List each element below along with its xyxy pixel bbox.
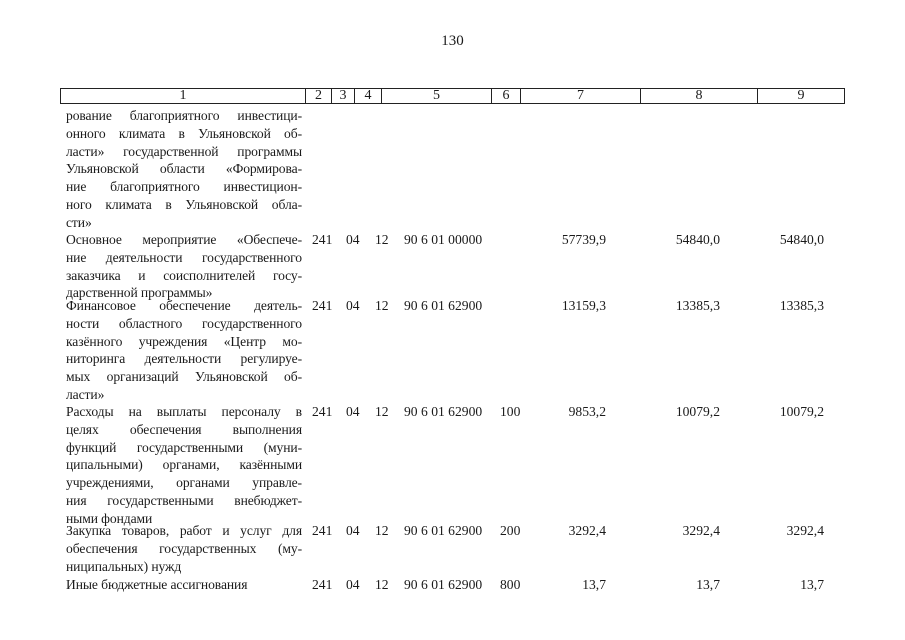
col-7-value: 9853,2 bbox=[568, 404, 606, 419]
col-2-value: 241 bbox=[312, 523, 333, 538]
description-line: Иные бюджетные ассигнования bbox=[66, 577, 248, 592]
description-line: ными фондами bbox=[66, 510, 153, 526]
description-line: сти» bbox=[66, 214, 92, 230]
description-line: ние благоприятного инвестицион- bbox=[66, 179, 302, 195]
description-line: ния государственными внебюджет- bbox=[66, 492, 302, 508]
description-line: Ульяновской области «Формирова- bbox=[66, 161, 302, 177]
header-col-9: 9 bbox=[797, 88, 805, 103]
col-7-value: 57739,9 bbox=[561, 232, 606, 247]
col-4-value: 12 bbox=[375, 232, 389, 247]
row-description bbox=[66, 576, 302, 594]
description-line: Расходы на выплаты персоналу в bbox=[66, 404, 302, 419]
col-3-value: 04 bbox=[346, 232, 360, 247]
col-9-value: 13385,3 bbox=[779, 298, 824, 313]
row-description bbox=[66, 522, 302, 575]
col-8-value: 3292,4 bbox=[682, 523, 720, 538]
col-5-value: 90 6 01 62900 bbox=[404, 577, 483, 592]
col-5-value: 90 6 01 62900 bbox=[404, 404, 483, 419]
col-3-value: 04 bbox=[346, 523, 360, 538]
header-col-2: 2 bbox=[306, 89, 332, 103]
col-8-value: 54840,0 bbox=[675, 232, 720, 247]
description-line: заказчика и соисполнителей госу- bbox=[66, 267, 302, 283]
description-line: ласти» государственной программы bbox=[66, 143, 302, 159]
col-4-value: 12 bbox=[375, 404, 389, 419]
row-description bbox=[66, 231, 302, 302]
description-line: функций государственными (муни- bbox=[66, 439, 302, 455]
description-line: Основное мероприятие «Обеспече- bbox=[66, 232, 302, 247]
col-3-value: 04 bbox=[346, 577, 360, 592]
description-line: онного климата в Ульяновской об- bbox=[66, 125, 302, 141]
description-line: ласти» bbox=[66, 386, 105, 402]
description-line: учреждениями, органами управле- bbox=[66, 475, 302, 491]
header-col-7: 7 bbox=[521, 89, 641, 103]
col-9-value: 10079,2 bbox=[779, 404, 824, 419]
col-4-value: 12 bbox=[375, 298, 389, 313]
col-5-value: 90 6 01 62900 bbox=[404, 523, 483, 538]
col-4-value: 12 bbox=[375, 577, 389, 592]
row-description bbox=[66, 297, 302, 404]
description-line: обеспечения государственных (му- bbox=[66, 540, 302, 556]
description-line: дарственной программы» bbox=[66, 285, 213, 301]
description-line: рование благоприятного инвестици- bbox=[66, 108, 302, 123]
col-9-value: 54840,0 bbox=[779, 232, 824, 247]
col-3-value: 04 bbox=[346, 404, 360, 419]
description-line: Финансовое обеспечение деятель- bbox=[66, 298, 302, 313]
col-8-value: 13,7 bbox=[696, 577, 720, 592]
col-7-value: 13159,3 bbox=[561, 298, 606, 313]
header-col-4: 4 bbox=[355, 89, 382, 103]
col-2-value: 241 bbox=[312, 404, 333, 419]
description-line: Закупка товаров, работ и услуг для bbox=[66, 523, 302, 538]
col-5-value: 90 6 01 00000 bbox=[404, 232, 483, 247]
col-7-value: 13,7 bbox=[582, 577, 606, 592]
col-2-value: 241 bbox=[312, 577, 333, 592]
header-col-6: 6 bbox=[492, 89, 521, 103]
col-9-value: 3292,4 bbox=[786, 523, 824, 538]
row-description bbox=[66, 403, 302, 528]
col-5-value: 90 6 01 62900 bbox=[404, 298, 483, 313]
description-line: ние деятельности государственного bbox=[66, 249, 302, 265]
col-4-value: 12 bbox=[375, 523, 389, 538]
header-col-1: 1 bbox=[61, 89, 306, 103]
table-header bbox=[60, 88, 845, 104]
header-col-5: 5 bbox=[382, 89, 492, 103]
col-7-value: 3292,4 bbox=[568, 523, 606, 538]
col-8-value: 13385,3 bbox=[675, 298, 720, 313]
col-6-value: 800 bbox=[500, 577, 521, 592]
description-line: ниторинга деятельности регулируе- bbox=[66, 351, 302, 367]
description-line: казённого учреждения «Центр мо- bbox=[66, 333, 302, 349]
description-line: ниципальных) нужд bbox=[66, 558, 182, 574]
header-col-8: 8 bbox=[641, 89, 758, 103]
col-2-value: 241 bbox=[312, 232, 333, 247]
col-3-value: 04 bbox=[346, 298, 360, 313]
description-line: ципальными) органами, казёнными bbox=[66, 457, 302, 473]
description-line: ности областного государственного bbox=[66, 315, 302, 331]
col-6-value: 100 bbox=[500, 404, 521, 419]
col-6-value: 200 bbox=[500, 523, 521, 538]
header-col-3: 3 bbox=[332, 89, 355, 103]
description-line: целях обеспечения выполнения bbox=[66, 421, 302, 437]
col-9-value: 13,7 bbox=[800, 577, 824, 592]
description-line: мых организаций Ульяновской об- bbox=[66, 369, 302, 385]
row-description bbox=[66, 107, 302, 232]
description-line: ного климата в Ульяновской обла- bbox=[66, 196, 302, 212]
col-8-value: 10079,2 bbox=[675, 404, 720, 419]
page-number: 130 bbox=[441, 33, 464, 49]
col-2-value: 241 bbox=[312, 298, 333, 313]
